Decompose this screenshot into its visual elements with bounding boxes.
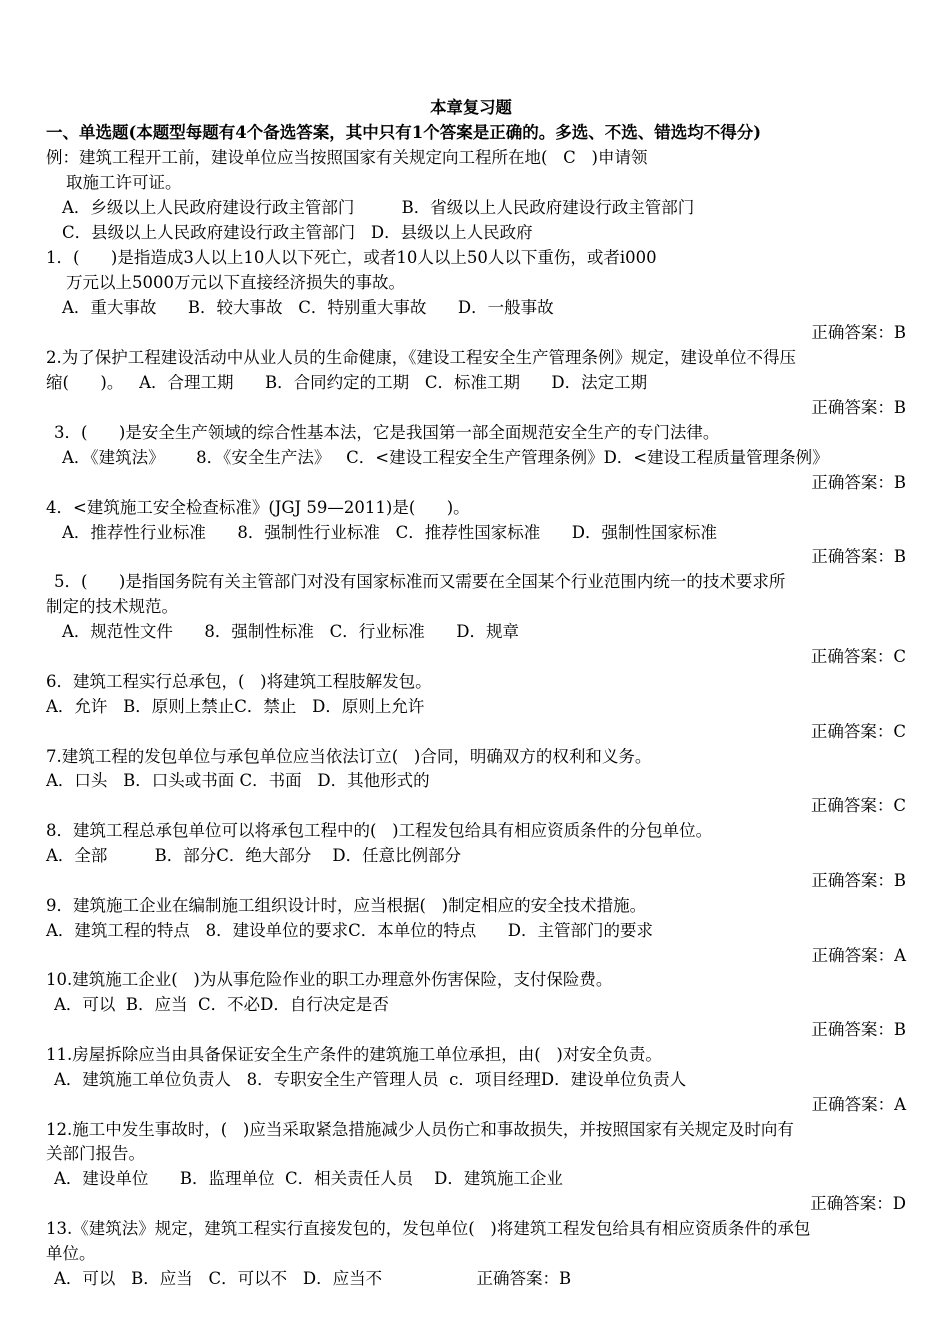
answer-line: 正确答案：C <box>810 796 906 815</box>
text-line: A．建设单位 B．监理单位 C．相关责任人员 D．建筑施工企业 <box>54 1169 563 1188</box>
text-line: 9．建筑施工企业在编制施工组织设计时，应当根据( )制定相应的安全技术措施。 <box>46 896 647 915</box>
text-line: 7.建筑工程的发包单位与承包单位应当依法订立( )合同，明确双方的权利和义务。 <box>46 747 652 766</box>
text-line: 例：建筑工程开工前，建设单位应当按照国家有关规定向工程所在地( C )申请领 <box>46 148 648 167</box>
text-line: C．县级以上人民政府建设行政主管部门 D．县级以上人民政府 <box>62 223 533 242</box>
text-line: A．建筑施工单位负责人 8．专职安全生产管理人员 c．项目经理D．建设单位负责人 <box>54 1070 687 1089</box>
text-line: A．规范性文件 8．强制性标准 C．行业标准 D．规章 <box>62 622 519 641</box>
text-line: 缩( )。 A．合理工期 B．合同约定的工期 C．标准工期 D．法定工期 <box>46 373 648 392</box>
text-line: 8．建筑工程总承包单位可以将承包工程中的( )工程发包给具有相应资质条件的分包单位。 <box>46 821 713 840</box>
text-line: 6．建筑工程实行总承包，( )将建筑工程肢解发包。 <box>46 672 432 691</box>
text-line: A．可以 B．应当 C．可以不 D．应当不 正确答案：B <box>54 1269 572 1288</box>
text-line: 2.为了保护工程建设活动中从业人员的生命健康，《建设工程安全生产管理条例》规定，建设单位不得压 <box>46 348 796 367</box>
page-title: 本章复习题 <box>430 98 512 117</box>
text-line: 13.《建筑法》规定，建筑工程实行直接发包的，发包单位( )将建筑工程发包给具有相应资质条件的承包 <box>46 1219 811 1238</box>
text-line: 单位。 <box>46 1244 96 1263</box>
answer-line: 正确答案：C <box>810 722 906 741</box>
text-line: A．推荐性行业标准 8．强制性行业标准 C．推荐性国家标准 D．强制性国家标准 <box>62 523 717 542</box>
text-line: 4．<建筑施工安全检查标准》(JGJ 59—2011)是( )。 <box>46 498 470 517</box>
text-line: 10.建筑施工企业( )为从事危险作业的职工办理意外伤害保险，支付保险费。 <box>46 970 613 989</box>
text-line: A．重大事故 B．较大事故 C．特别重大事故 D．一般事故 <box>62 298 554 317</box>
text-line: A．口头 B．口头或书面 C．书面 D．其他形式的 <box>46 771 430 790</box>
text-line: 5．( )是指国务院有关主管部门对没有国家标准而又需要在全国某个行业范围内统一的技术要求所 <box>54 572 786 591</box>
text-line: A．乡级以上人民政府建设行政主管部门 B．省级以上人民政府建设行政主管部门 <box>62 198 695 217</box>
text-line: 1．( )是指造成3人以上10人以下死亡，或者10人以上50人以下重伤，或者i000 <box>46 248 657 267</box>
text-line: A．《建筑法》 8．《安全生产法》 C．<建设工程安全生产管理条例》D．<建设工程质量管理条例》 <box>62 448 829 467</box>
answer-line: 正确答案：B <box>811 398 906 417</box>
text-line: A．可以 B．应当 C．不必D．自行决定是否 <box>54 995 389 1014</box>
text-line: 万元以上5000万元以下直接经济损失的事故。 <box>66 273 405 292</box>
answer-line: 正确答案：B <box>811 1020 906 1039</box>
text-line: 3．( )是安全生产领域的综合性基本法，它是我国第一部全面规范安全生产的专门法律。 <box>54 423 720 442</box>
answer-line: 正确答案：C <box>810 647 906 666</box>
answer-line: 正确答案：A <box>811 1095 906 1114</box>
answer-line: 正确答案：D <box>810 1194 906 1213</box>
text-line: 制定的技术规范。 <box>46 597 178 616</box>
answer-line: 正确答案：B <box>811 473 906 492</box>
answer-line: 正确答案：B <box>811 547 906 566</box>
text-line: A．全部 B．部分C．绝大部分 D．任意比例部分 <box>46 846 462 865</box>
text-line: 12.施工中发生事故时，( )应当采取紧急措施减少人员伤亡和事故损失，并按照国家有关规定及时向有 <box>46 1120 794 1139</box>
answer-line: 正确答案：A <box>811 946 906 965</box>
text-line: 11.房屋拆除应当由具备保证安全生产条件的建筑施工单位承担，由( )对安全负责。 <box>46 1045 662 1064</box>
text-line: 取施工许可证。 <box>66 173 182 192</box>
section-heading: 一、单选题(本题型每题有4个备选答案，其中只有1个答案是正确的。多选、不选、错选均不得分) <box>46 123 762 142</box>
answer-line: 正确答案：B <box>811 871 906 890</box>
text-line: A．允许 B．原则上禁止C．禁止 D．原则上允许 <box>46 697 425 716</box>
answer-line: 正确答案：B <box>811 323 906 342</box>
text-line: 关部门报告。 <box>46 1144 145 1163</box>
text-line: A．建筑工程的特点 8．建设单位的要求C．本单位的特点 D．主管部门的要求 <box>46 921 653 940</box>
